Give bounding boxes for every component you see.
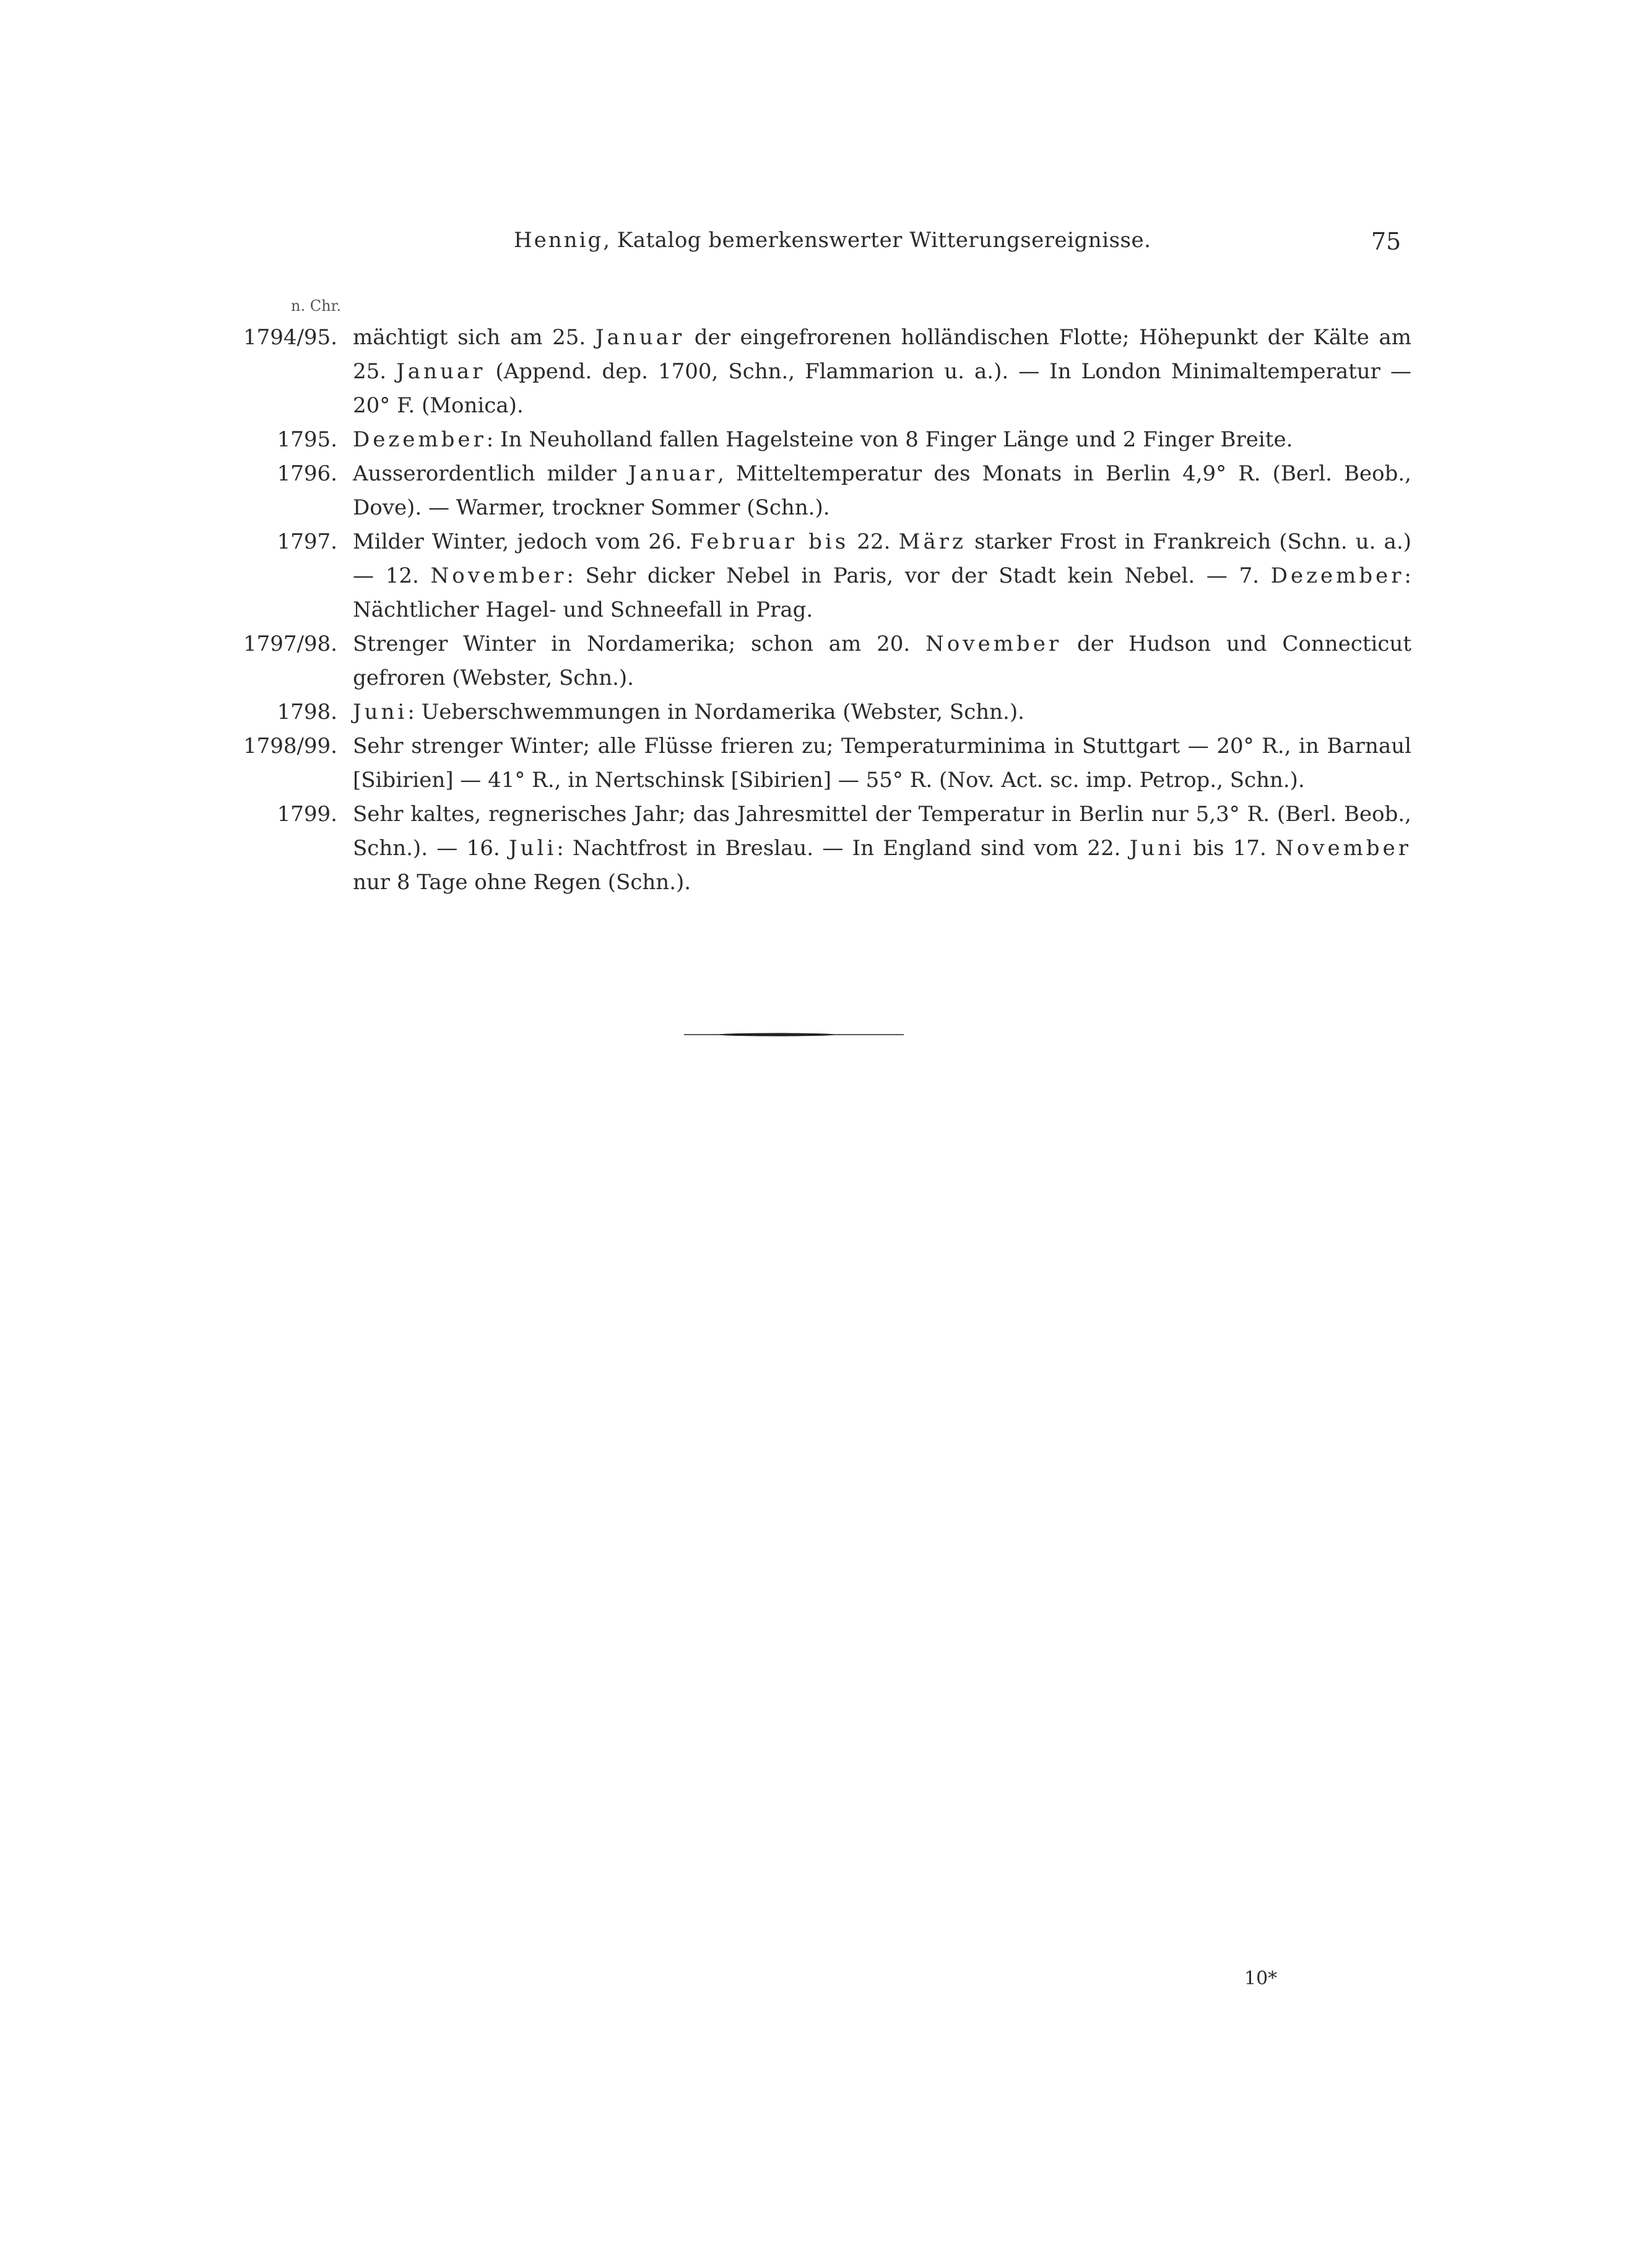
entry-text-run: Sehr strenger Winter; alle Flüsse frieren zu; Temperaturminima in Stuttgart — 20° R., in Barnaul [Sibirien] — 41° R., in Nertschinsk [Sibirien] — 55° R. (Nov. Act. sc. imp. Petrop., Schn.). bbox=[353, 734, 1411, 793]
entry-text-run: Strenger Winter in Nordamerika; schon am 20. bbox=[353, 632, 926, 656]
spaced-date-term: Juni bbox=[353, 700, 408, 724]
entry-text-run: Milder Winter, jedoch vom 26. bbox=[353, 529, 690, 554]
spaced-date-term: Februar bis bbox=[690, 529, 849, 554]
entry bbox=[223, 627, 1411, 695]
running-head bbox=[514, 228, 1151, 253]
entry-text bbox=[353, 457, 1411, 525]
page-number: 75 bbox=[1371, 228, 1401, 255]
entry-text-run: : In Neuholland fallen Hagelsteine von 8 Finger Länge und 2 Finger Breite. bbox=[486, 427, 1293, 452]
entry-year: 1798. bbox=[277, 700, 337, 724]
entry-text-run: Ausserordentlich milder bbox=[353, 461, 628, 486]
entry-year: 1796. bbox=[277, 461, 337, 486]
entry bbox=[223, 729, 1411, 797]
era-label: n. Chr. bbox=[291, 297, 341, 315]
spaced-date-term: Juli bbox=[508, 836, 557, 861]
entry-year: 1797. bbox=[277, 529, 337, 554]
entry-text-run: , Mitteltemperatur des Monats in Berlin 4,9° R. (Berl. Beob., Dove). — Warmer, trockner Sommer (Schn.). bbox=[353, 461, 1411, 520]
end-rule bbox=[684, 1032, 904, 1037]
chronicle-entries bbox=[223, 321, 1411, 900]
entry-text-run: : Sehr dicker Nebel in Paris, vor der Stadt kein Nebel. — 7. bbox=[566, 563, 1271, 588]
entry-year: 1798/99. bbox=[243, 734, 337, 758]
entry bbox=[223, 525, 1411, 627]
entry-text-run: bis 17. bbox=[1184, 836, 1276, 861]
entry bbox=[223, 695, 1411, 729]
spaced-date-term: Dezember bbox=[353, 427, 487, 452]
entry-year: 1795. bbox=[277, 427, 337, 452]
running-head-title: , Katalog bemerkenswerter Witterungsereignisse. bbox=[603, 228, 1151, 253]
entry-year: 1799. bbox=[277, 802, 337, 827]
entry-text-run: Sehr kaltes, regnerisches Jahr; das Jahresmittel der Temperatur in Berlin nur 5,3° R. (Berl. Beob., Schn.). — 16. bbox=[353, 802, 1411, 861]
entry bbox=[223, 797, 1411, 900]
spaced-date-term: Januar bbox=[595, 325, 685, 350]
entry-text bbox=[353, 627, 1411, 695]
entry-text bbox=[353, 321, 1411, 423]
spaced-date-term: Dezember bbox=[1270, 563, 1405, 588]
entry-text-run: starker Frost in Frankreich (Schn. u. a.) — 12. bbox=[353, 529, 1412, 588]
entry-text-run: 22. bbox=[849, 529, 899, 554]
spaced-date-term: Januar bbox=[628, 461, 718, 486]
spaced-date-term: Januar bbox=[396, 359, 486, 384]
entry-year: 1794/95. bbox=[243, 325, 337, 350]
entry bbox=[223, 321, 1411, 423]
entry-text-run: der Hudson und Connecticut gefroren (Webster, Schn.). bbox=[353, 632, 1412, 690]
spaced-date-term: März bbox=[898, 529, 966, 554]
spaced-date-term: November bbox=[1275, 836, 1411, 861]
entry-text-run: : Nachtfrost in Breslau. — In England sind vom 22. bbox=[557, 836, 1130, 861]
entry-year: 1797/98. bbox=[243, 632, 337, 656]
entry-text bbox=[353, 695, 1411, 729]
entry-text-run: (Append. dep. 1700, Schn., Flammarion u. a.). — In London Minimaltemperatur — 20° F. (Monica). bbox=[353, 359, 1411, 418]
entry bbox=[223, 457, 1411, 525]
entry bbox=[223, 423, 1411, 457]
entry-text-run: nur 8 Tage ohne Regen (Schn.). bbox=[353, 870, 691, 895]
spaced-date-term: November bbox=[430, 563, 567, 588]
entry-text bbox=[353, 423, 1411, 457]
running-head-author: Hennig bbox=[514, 228, 604, 253]
signature-mark: 10* bbox=[1244, 1968, 1278, 1989]
entry-text-run: mächtigt sich am 25. bbox=[353, 325, 596, 350]
entry-text bbox=[353, 797, 1411, 900]
entry-text-run: : Nächtlicher Hagel- und Schneefall in Prag. bbox=[353, 563, 1411, 622]
spaced-date-term: Juni bbox=[1129, 836, 1185, 861]
entry-text-run: : Ueberschwemmungen in Nordamerika (Webster, Schn.). bbox=[407, 700, 1024, 724]
entry-text-run: der eingefrorenen holländischen Flotte; Höhepunkt der Kälte am 25. bbox=[353, 325, 1411, 384]
entry-text bbox=[353, 525, 1411, 627]
spaced-date-term: November bbox=[925, 632, 1062, 656]
entry-text bbox=[353, 729, 1411, 797]
